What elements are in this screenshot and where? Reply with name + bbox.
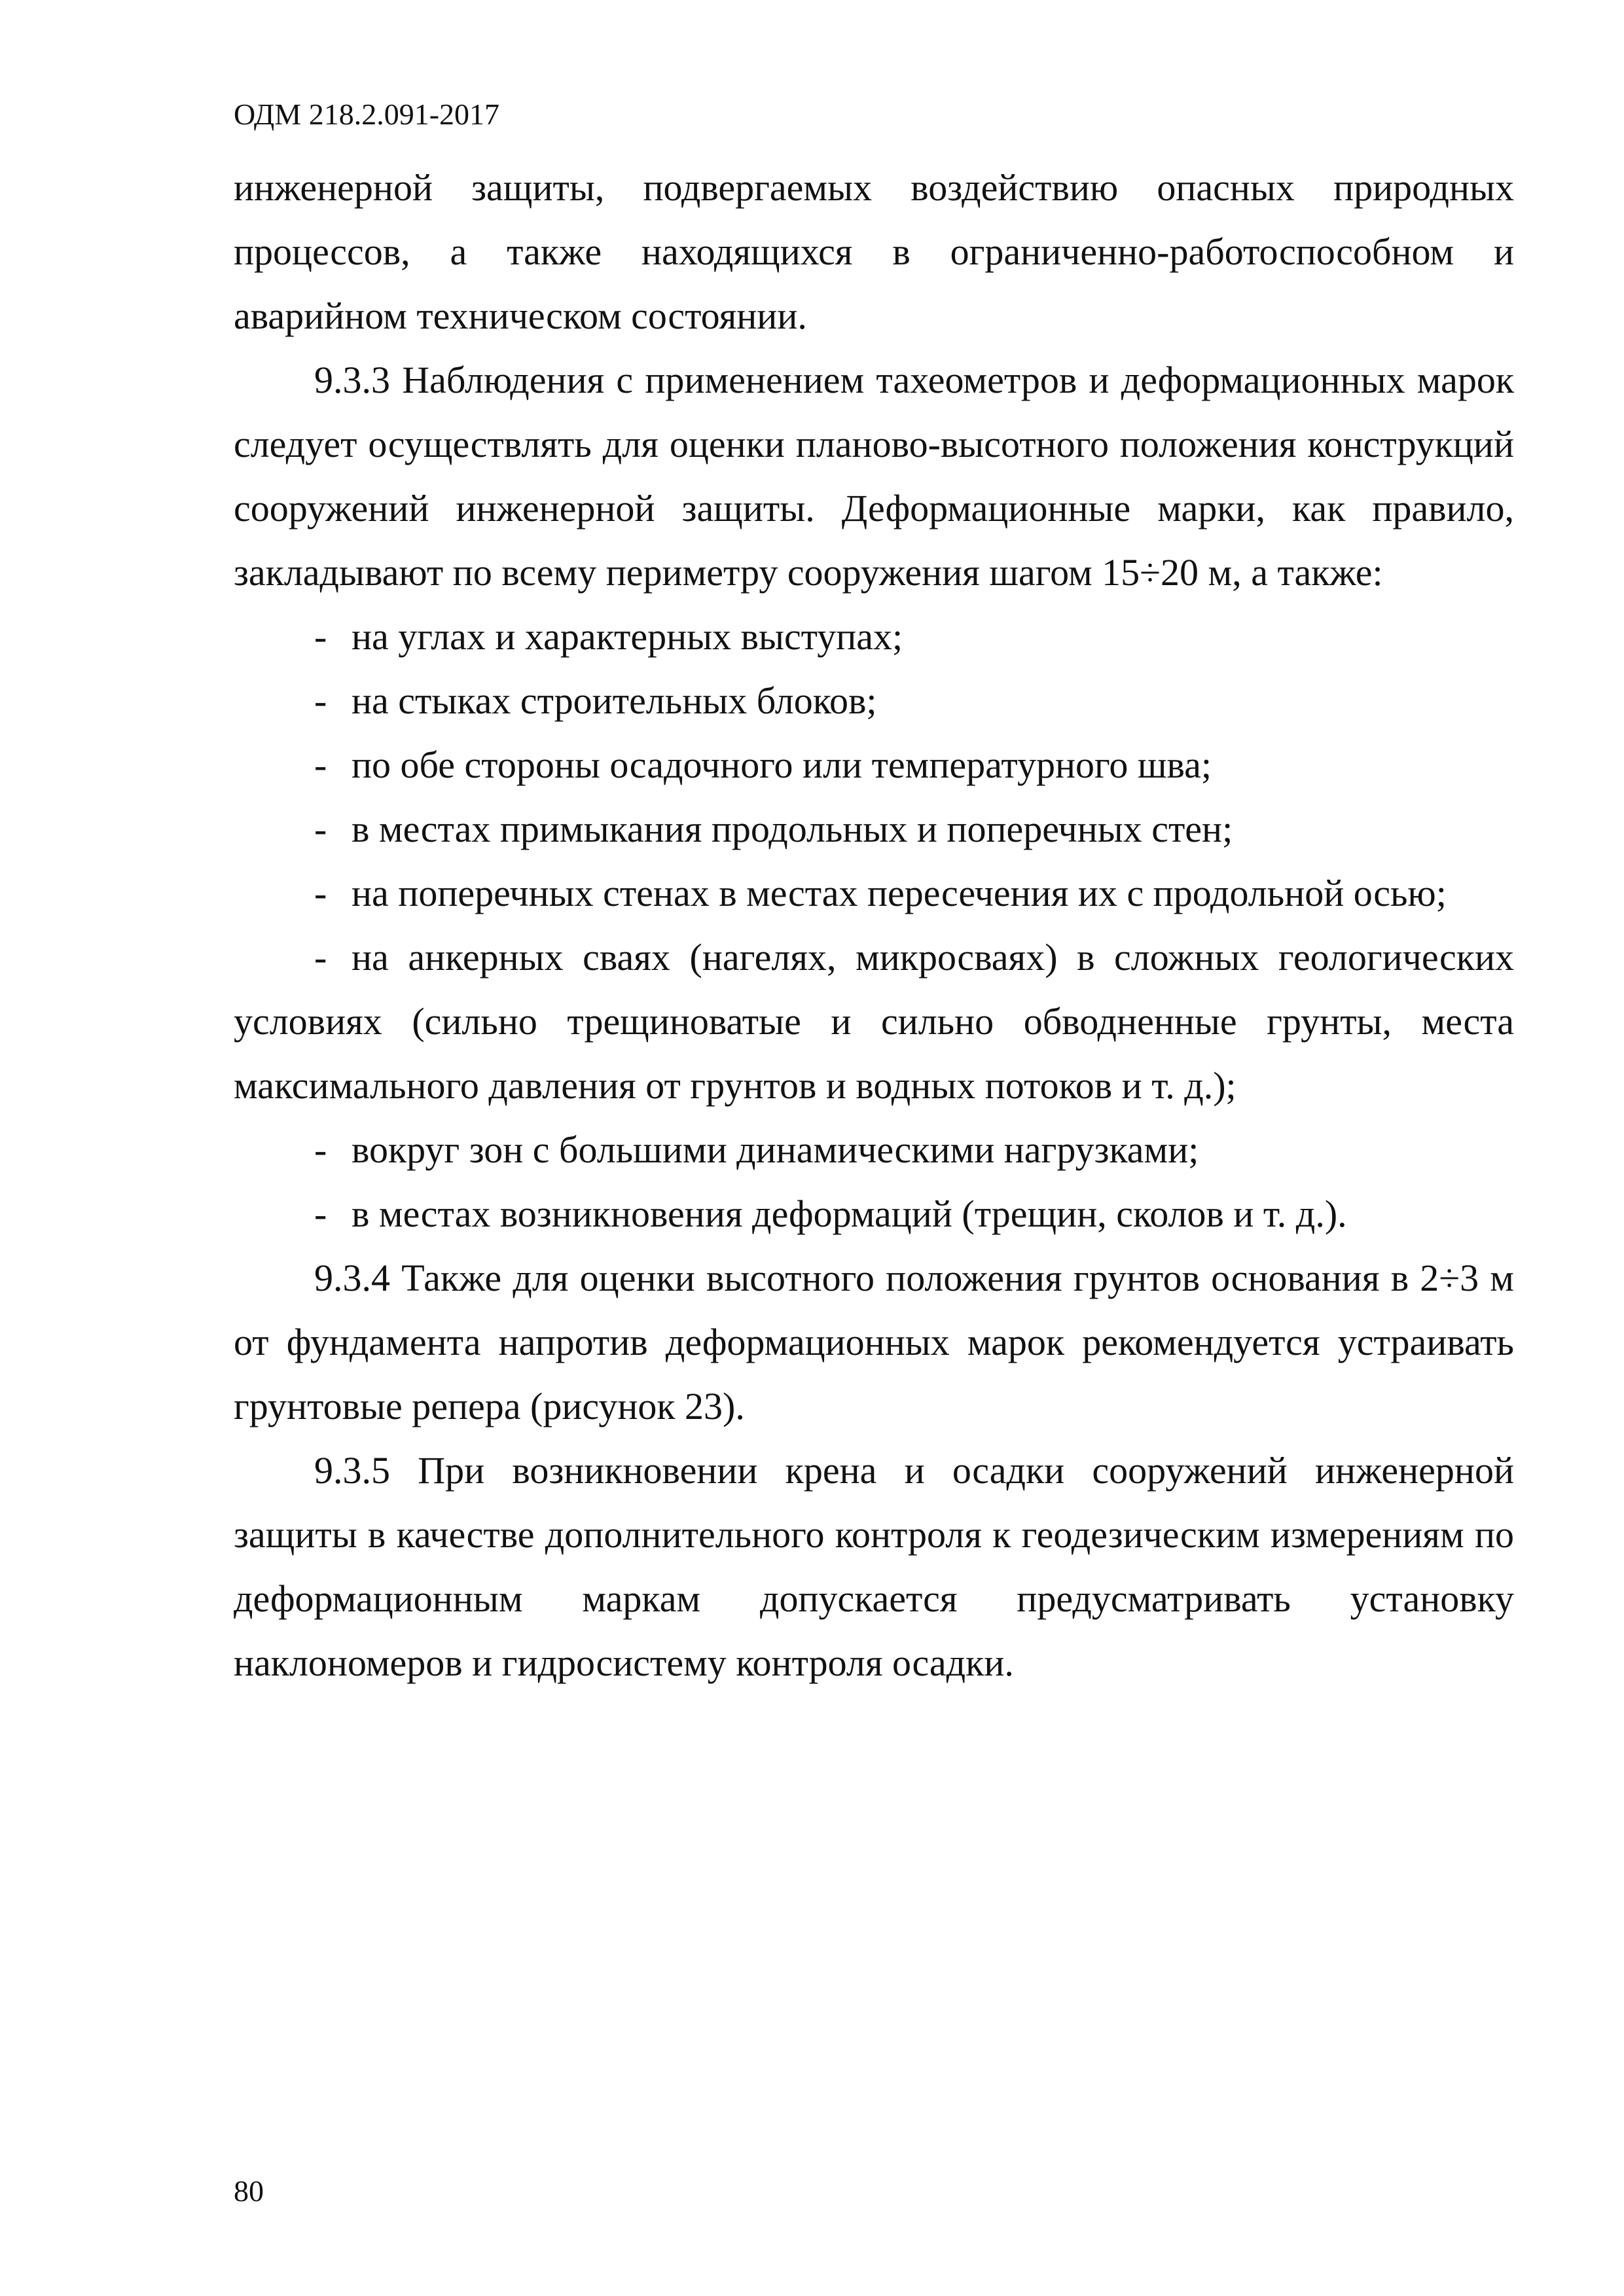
- paragraph-continuation: инженерной защиты, подвергаемых воздействию опасных природных процессов, а также находящихся в ограниченно-работоспособном и аварийном техническом состоянии.: [234, 166, 1514, 337]
- dash-marker: -: [314, 808, 327, 850]
- list-item: [234, 733, 1514, 797]
- page-number: 80: [234, 2174, 264, 2208]
- list-item: [234, 925, 1514, 1118]
- paragraph-9-3-3: 9.3.3 Наблюдения с применением тахеометров и деформационных марок следует осуществлять для оценки планово-высотного положения конструкций сооружений инженерной защиты. Деформационные марки, как правило, закладывают по всему периметру сооружения шагом 15÷20 м, а также:: [234, 359, 1514, 594]
- document-body: [234, 156, 1514, 1695]
- list-item-text: на углах и характерных выступах;: [352, 615, 903, 658]
- dash-marker: -: [314, 1193, 327, 1235]
- dash-marker: -: [314, 936, 327, 978]
- list-item: [234, 1182, 1514, 1246]
- dash-marker: -: [314, 744, 327, 786]
- list-item-text: в местах примыкания продольных и поперечных стен;: [352, 808, 1233, 850]
- list-item-text: на поперечных стенах в местах пересечения их с продольной осью;: [352, 872, 1447, 914]
- list-item-text: на стыках строительных блоков;: [352, 679, 877, 722]
- paragraph-9-3-4: 9.3.4 Также для оценки высотного положения грунтов основания в 2÷3 м от фундамента напротив деформационных марок рекомендуется устраивать грунтовые репера (рисунок 23).: [234, 1257, 1514, 1427]
- dash-marker: -: [314, 615, 327, 658]
- list-item: [234, 861, 1514, 925]
- document-code-header: ОДМ 218.2.091-2017: [234, 98, 500, 131]
- list-item: [234, 669, 1514, 733]
- dash-marker: -: [314, 1128, 327, 1171]
- list-item-text: на анкерных сваях (нагелях, микросваях) в сложных геологических условиях (сильно трещиноватые и сильно обводненные грунты, места максимального давления от грунтов и водных потоков и т. д.);: [234, 936, 1514, 1107]
- list-item-text: по обе стороны осадочного или температурного шва;: [352, 744, 1212, 786]
- list-item: [234, 605, 1514, 669]
- list-item-text: вокруг зон с большими динамическими нагрузками;: [352, 1128, 1199, 1171]
- dash-marker: -: [314, 872, 327, 914]
- paragraph-9-3-5: 9.3.5 При возникновении крена и осадки сооружений инженерной защиты в качестве дополнительного контроля к геодезическим измерениям по деформационным маркам допускается предусматривать установку наклономеров и гидросистему контроля осадки.: [234, 1449, 1514, 1684]
- dash-marker: -: [314, 679, 327, 722]
- list-item: [234, 797, 1514, 861]
- list-item-text: в местах возникновения деформаций (трещин, сколов и т. д.).: [352, 1193, 1347, 1235]
- list-item: [234, 1118, 1514, 1182]
